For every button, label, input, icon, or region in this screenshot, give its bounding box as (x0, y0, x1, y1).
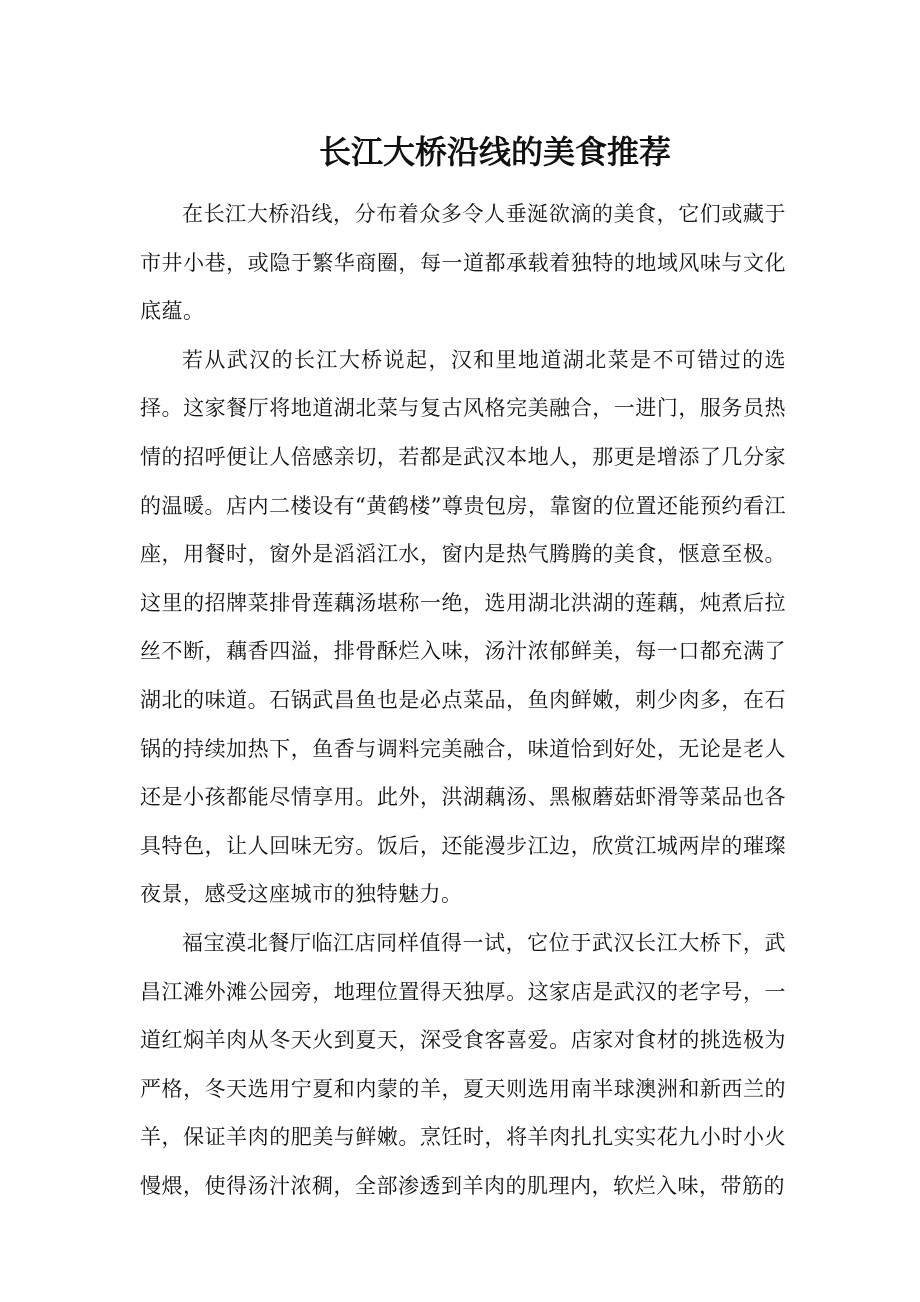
paragraph-intro: 在长江大桥沿线，分布着众多令人垂涎欲滴的美食，它们或藏于市井小巷，或隐于繁华商圈，每一道都承载着独特的地域风味与文化底蕴。 (140, 202, 786, 324)
document-title: 长江大桥沿线的美食推荐 (318, 133, 671, 171)
document-body (140, 190, 786, 1210)
paragraph-fubao: 福宝漠北餐厅临江店同样值得一试，它位于武汉长江大桥下，武昌江滩外滩公园旁，地理位置得天独厚。这家店是武汉的老字号，一道红焖羊肉从冬天火到夏天，深受食客喜爱。店家对食材的挑选极为严格，冬天选用宁夏和内蒙的羊，夏天则选用南半球澳洲和新西兰的羊，保证羊肉的肥美与鲜嫩。烹饪时，将羊肉扎扎实实花九小时小火慢煨，使得汤汁浓稠，全部渗透到羊肉的肌理内，软烂入味，带筋的 (140, 930, 786, 1198)
paragraph-hanheli: 若从武汉的长江大桥说起，汉和里地道湖北菜是不可错过的选择。这家餐厅将地道湖北菜与复古风格完美融合，一进门，服务员热情的招呼便让人倍感亲切，若都是武汉本地人，那更是增添了几分家的温暖。店内二楼设有“黄鹤楼”尊贵包房，靠窗的位置还能预约看江座，用餐时，窗外是滔滔江水，窗内是热气腾腾的美食，惬意至极。这里的招牌菜排骨莲藕汤堪称一绝，选用湖北洪湖的莲藕，炖煮后拉丝不断，藕香四溢，排骨酥烂入味，汤汁浓郁鲜美，每一口都充满了湖北的味道。石锅武昌鱼也是必点菜品，鱼肉鲜嫩，刺少肉多，在石锅的持续加热下，鱼香与调料完美融合，味道恰到好处，无论是老人还是小孩都能尽情享用。此外，洪湖藕汤、黑椒蘑菇虾滑等菜品也各具特色，让人回味无穷。饭后，还能漫步江边，欣赏江城两岸的璀璨夜景，感受这座城市的独特魅力。 (140, 347, 786, 907)
